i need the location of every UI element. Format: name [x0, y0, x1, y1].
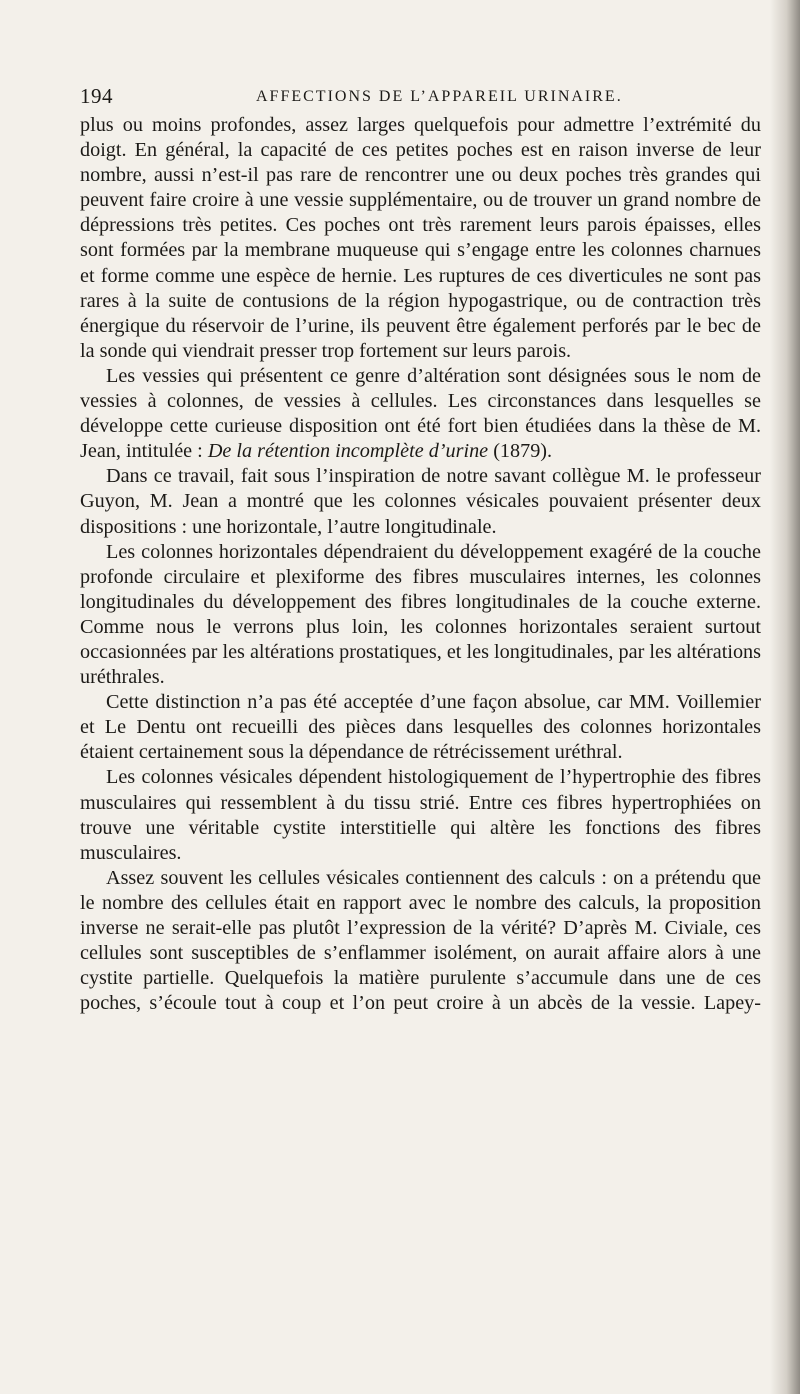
- paragraph-3: Dans ce travail, fait sous l’inspiration de notre savant collègue M. le professeur Guyon, M. Jean a montré que les colonnes vésicales pouvaient présenter deux dispositions : une horizontale, l’autre longitudinale.: [80, 465, 761, 538]
- paragraph-1: plus ou moins profondes, assez larges quelquefois pour admettre l’extrémité du doigt. En général, la capacité de ces petites poches est en raison inverse de leur nombre, aussi n’est-il pas rare de rencontrer une ou deux poches très grandes qui peuvent faire croire à une vessie supplémentaire, ou de trouver un grand nombre de dépressions très petites. Ces poches ont très rarement leurs parois épaisses, elles sont formées par la membrane muqueuse qui s’engage entre les colonnes charnues et forme comme une espèce de hernie. Les ruptures de ces diverticules ne sont pas rares à la suite de contusions de la région hypogastrique, ou de contraction très énergique du réservoir de l’urine, ils peuvent être également perforés par le bec de la sonde qui viendrait presser trop fortement sur leurs parois.: [80, 114, 761, 362]
- paragraph-2: [80, 364, 761, 464]
- paragraph-2-text-after: (1879).: [488, 440, 553, 463]
- paragraph-4: Les colonnes horizontales dépendraient du développement exagéré de la couche profonde circulaire et plexiforme des fibres musculaires internes, les colonnes longitudinales du développement des fibres longitudinales de la couche externe. Comme nous le verrons plus loin, les colonnes horizontales seraient surtout occasionnées par les altérations prostatiques, et les longitudinales, par les altérations uréthrales.: [80, 540, 761, 689]
- thesis-title: De la rétention incomplète d’urine: [207, 440, 489, 463]
- paragraph-7: Assez souvent les cellules vésicales contiennent des calculs : on a prétendu que le nombre des cellules était en rapport avec le nombre des calculs, la proposition inverse ne serait-elle pas plutôt l’expression de la vérité? D’après M. Civiale, ces cellules sont susceptibles de s’enflammer isolément, on aurait affaire alors à une cystite partielle. Quelquefois la matière purulente s’accumule dans une de ces poches, s’écoule tout à coup et l’on peut croire à un abcès de la vessie. Lapey-: [80, 866, 761, 1015]
- paragraph-6: Les colonnes vésicales dépendent histologiquement de l’hypertrophie des fibres musculaires qui ressemblent à du tissu strié. Entre ces fibres hypertrophiées on trouve une véritable cystite interstitielle qui altère les fonctions des fibres musculaires.: [80, 766, 761, 864]
- running-head: AFFECTIONS DE L’APPAREIL URINAIRE.: [256, 88, 623, 105]
- page-number: 194: [80, 84, 113, 108]
- paragraph-2-text-before: Les vessies qui présentent ce genre d’altération sont désignées sous le nom de vessies à colonnes, de vessies à cellules. Les circonstances dans lesquelles se développe cette curieuse disposition ont été fort bien étudiées dans la thèse de M. Jean, intitulée :: [80, 364, 761, 463]
- body-text: [80, 113, 761, 1016]
- page-edge-shadow: [770, 0, 800, 1394]
- paragraph-5: Cette distinction n’a pas été acceptée d’une façon absolue, car MM. Voillemier et Le Dentu ont recueilli des pièces dans lesquelles des colonnes horizontales étaient certainement sous la dépendance de rétrécissement uréthral.: [80, 691, 761, 764]
- page-header: [80, 84, 760, 112]
